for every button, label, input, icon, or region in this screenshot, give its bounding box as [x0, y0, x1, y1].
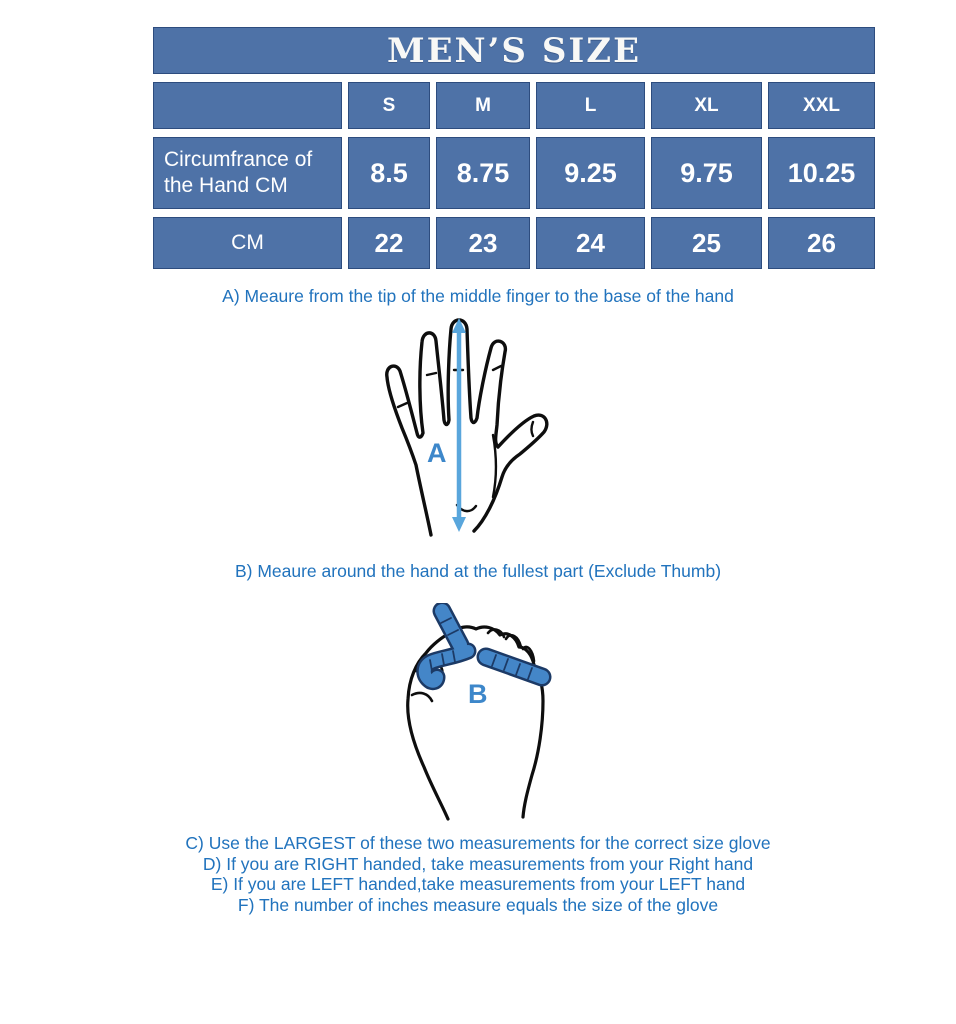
col-header-l: L — [536, 82, 645, 129]
instructions-c-to-f — [0, 833, 956, 915]
circumference-value-l: 9.25 — [536, 137, 645, 209]
col-header-m: M — [436, 82, 530, 129]
row-label-cm: CM — [153, 217, 342, 269]
instruction-a: A) Meaure from the tip of the middle finger to the base of the hand — [222, 286, 734, 306]
instruction-f: F) The number of inches measure equals the size of the glove — [237, 894, 719, 915]
instruction-d: D) If you are RIGHT handed, take measurements from your Right hand — [202, 853, 754, 874]
instruction-b: B) Meaure around the hand at the fullest part (Exclude Thumb) — [234, 561, 722, 581]
col-header-xxl: XXL — [768, 82, 875, 129]
cm-value-s: 22 — [348, 217, 430, 269]
cm-value-l: 24 — [536, 217, 645, 269]
cm-value-m: 23 — [436, 217, 530, 269]
table-title: MEN’S SIZE — [153, 27, 875, 74]
circumference-value-s: 8.5 — [348, 137, 430, 209]
corner-cell — [153, 82, 342, 129]
col-header-xl: XL — [651, 82, 762, 129]
table-grid — [153, 82, 875, 269]
row-label-circumference: Circumfrance of the Hand CM — [153, 137, 342, 209]
circumference-value-m: 8.75 — [436, 137, 530, 209]
circumference-value-xl: 9.75 — [651, 137, 762, 209]
col-header-s: S — [348, 82, 430, 129]
circumference-value-xxl: 10.25 — [768, 137, 875, 209]
instruction-e: E) If you are LEFT handed,take measurements from your LEFT hand — [210, 874, 746, 894]
open-hand-outline — [387, 320, 547, 535]
mens-size-table — [153, 27, 875, 269]
cm-value-xl: 25 — [651, 217, 762, 269]
hand-length-measure-illustration — [381, 315, 553, 547]
cm-value-xxl: 26 — [768, 217, 875, 269]
diagram-label-a: A — [427, 438, 447, 468]
fist-circumference-measure-illustration — [396, 603, 556, 831]
diagram-label-b: B — [468, 679, 488, 709]
instruction-c: C) Use the LARGEST of these two measurements for the correct size glove — [185, 833, 771, 853]
